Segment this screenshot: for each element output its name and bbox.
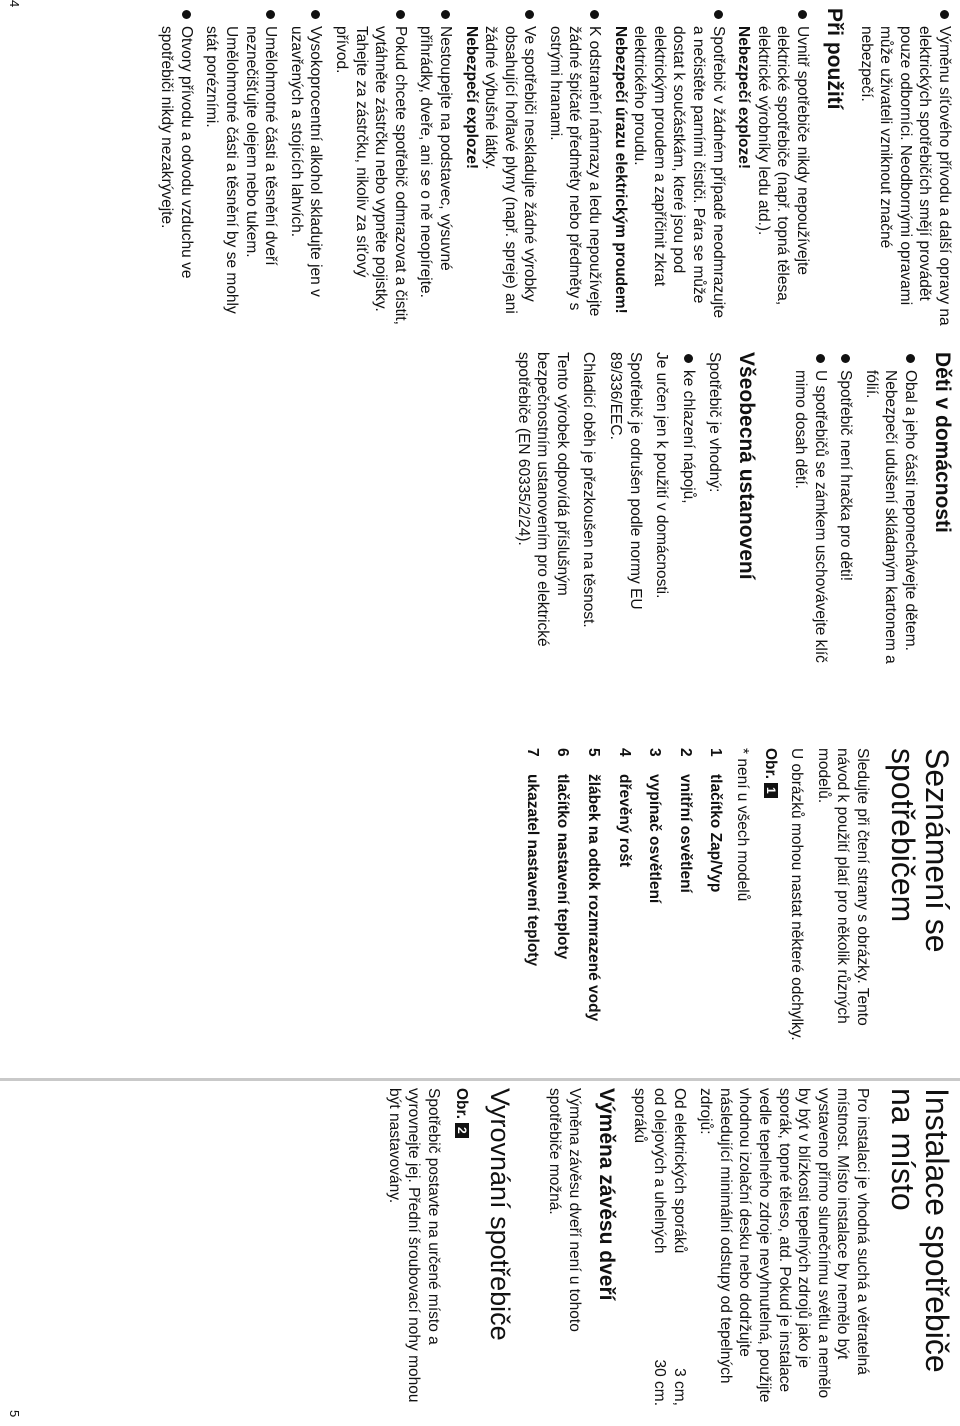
list-item-text: Ve spotřebiči neskladujte žádné výrobky obsahující hořlavé plyny (např. spreje) ani žádné výbušné látky. [482, 26, 539, 314]
heading-leveling: Vyrovnání spotřebiče [484, 1088, 515, 1341]
list-item [734, 8, 812, 328]
page-number-left: 4 [7, 0, 22, 8]
general-intro: Spotřebič je vhodný: [706, 352, 724, 493]
distance-row [669, 1088, 689, 1406]
list-item: ke chlazení nápojů, [678, 352, 698, 672]
list-item: U spotřebičů se zámkem uschovávejte klíč mimo dosah dětí. [790, 352, 829, 672]
distance-value: 30 cm. [651, 1359, 669, 1406]
right-column-overview [511, 748, 954, 1068]
part-label: dřevěný rošt [615, 774, 633, 868]
general-paragraph: Spotřebič je odrušen podle normy EU 89/336/EEC. [607, 352, 644, 610]
figure-number-box: 1 [764, 783, 778, 798]
part-item [706, 748, 726, 1068]
part-item [553, 748, 573, 1068]
general-list [678, 352, 698, 672]
parts-list [522, 748, 725, 1068]
hinge-paragraph: Výměna závěsu dveří není u tohoto spotřebiče možná. [546, 1088, 583, 1332]
list-item: K odstranění námrazy a ledu nepoužívejte žádné špičaté předměty nebo předměty s ostrými hranami. [545, 8, 604, 328]
left-column-safety [150, 8, 954, 328]
heading-kids: Děti v domácnosti [931, 352, 954, 533]
part-number: 4 [615, 748, 633, 757]
heading-use: Při použití [823, 8, 847, 110]
distance-value: 3 cm, [670, 1368, 688, 1406]
general-paragraph: Chladicí oběh je přezkoušen na těsnost. [580, 352, 598, 628]
part-label: vypínač osvětlení [646, 774, 664, 904]
list-item [461, 8, 539, 328]
distance-label: od olejových a uhelných sporáků [631, 1088, 669, 1254]
installation-paragraph: Pro instalaci je vhodná suchá a větratelná místnost. Místo instalace by nemělo být vystaveno přímo slunečnímu světlu a nemělo by být v blízkosti tepelných zdrojů jako je sporák, topné těleso, atd. Pokud je instalace vedle tepelného zdroje nevyhnutelná, použijte vhodnou izolační desku nebo dodržujte následující minimální odstupy od tepelných zdrojů: [697, 1088, 871, 1403]
page-number-right: 5 [7, 1410, 22, 1418]
part-item [522, 748, 542, 1068]
figure-label: Obr. [761, 748, 779, 780]
part-number: 6 [554, 748, 572, 757]
part-item [675, 748, 695, 1068]
list-item: Pokud chcete spotřebič odmrazovat a čistit, vytáhněte zástrčku nebo vypněte pojistky. Tahejte za zástrčku, nikoliv za síťový přívod. [331, 8, 409, 328]
footnote: * není u všech modelů [734, 748, 752, 902]
overview-paragraph: U obrázků mohou nastat některé odchylky. [788, 748, 806, 1041]
left-column-kids-general [506, 352, 954, 672]
general-paragraph: Tento výrobek odpovídá příslušným bezpečnostním ustanovením pro elektrické spotřebiče (EN 60335/2/24). [514, 352, 571, 647]
warning-text: Nebezpečí úrazu elektrickým proudem! [611, 26, 629, 314]
part-label: tlačítko nastavení teploty [554, 774, 572, 960]
part-label: tlačítko Zap/Vyp [707, 774, 725, 893]
part-label: vnitřní osvětlení [676, 774, 694, 893]
part-label: žlábek na odtok rozmrazené vody [585, 774, 603, 1022]
list-item: Umělohmotné části a těsnění dveří neznečišťujte olejem nebo tukem. Umělohmotné části a těsnění by se mohly stát porézními. [202, 8, 280, 328]
safety-list-use [157, 8, 812, 328]
part-number: 7 [523, 748, 541, 757]
part-item [614, 748, 634, 1068]
list-item: Nestoupejte na podstavec, výsuvné přihrádky, dveře, ani se o ně neopírejte. [416, 8, 455, 328]
figure-reference [451, 1088, 471, 1406]
list-item: Výměnu síťového přívodu a další opravy na elektrických spotřebičích smějí provádět pouze odborníci. Neodbornými opravami může uživateli vzniknout značné nebezpečí. [856, 8, 954, 328]
part-number: 1 [707, 748, 725, 757]
warning-text: Nebezpečí exploze! [735, 26, 753, 169]
figure-reference [760, 748, 780, 1068]
kids-list [790, 352, 920, 672]
distance-row [630, 1088, 669, 1406]
list-item-text: Spotřebič v žádném případě neodmrazujte a nečistěte parními čističi. Pára se může dostat k součástkám, které jsou pod elektrickým proudem a zapříčinit zkrat elektrického proudu. [631, 26, 727, 319]
figure-number-box: 2 [455, 1123, 469, 1138]
overview-paragraph: Sledujte při čtení strany s obrázky. Tento návod k použití platí pro několik různých modelů. [814, 748, 871, 1026]
part-number: 5 [585, 748, 603, 757]
part-item [583, 748, 603, 1068]
part-number: 3 [646, 748, 664, 757]
list-item: Otvory přívodu a odvodu vzduchu ve spotřebiči nikdy nezakrývejte. [157, 8, 196, 328]
heading-installation: Instalace spotřebiče na místo [885, 1088, 955, 1373]
list-item: Spotřebič není hračka pro děti! [836, 352, 856, 672]
distance-label: Od elektrických sporáků [670, 1088, 688, 1254]
leveling-paragraph: Spotřebič postavte na určené místo a vyrovnejte jej. Přední šroubovací nohy mohou být nastavovány. [385, 1088, 443, 1403]
list-item [610, 8, 728, 328]
general-paragraph: Je určen jen k použití v domácnosti. [653, 352, 671, 599]
heading-hinge: Výměna závěsu dveří [594, 1088, 618, 1301]
list-item: Obal a jeho části neponechávejte dětem. Nebezpečí udušení skládaným kartonem a fólií. [861, 352, 920, 672]
part-label: ukazatel nastavení teploty [523, 774, 541, 967]
safety-list-top [856, 8, 954, 328]
part-item [645, 748, 665, 1068]
section-rule [0, 1078, 960, 1081]
right-column-installation [377, 1088, 954, 1406]
heading-overview: Seznámení se spotřebičem [885, 748, 955, 953]
warning-text: Nebezpečí exploze! [462, 26, 480, 169]
figure-label: Obr. [452, 1088, 470, 1120]
part-number: 2 [676, 748, 694, 757]
list-item: Vysokoprocentní alkohol skladujte jen v uzavřených a stojících lahvích. [286, 8, 325, 328]
heading-general: Všeobecná ustanovení [735, 352, 759, 580]
list-item-text: Uvnitř spotřebiče nikdy nepoužívejte elektrické spotřebiče (např. topná tělesa, elektrické výrobníky ledu atd.). [754, 26, 812, 306]
